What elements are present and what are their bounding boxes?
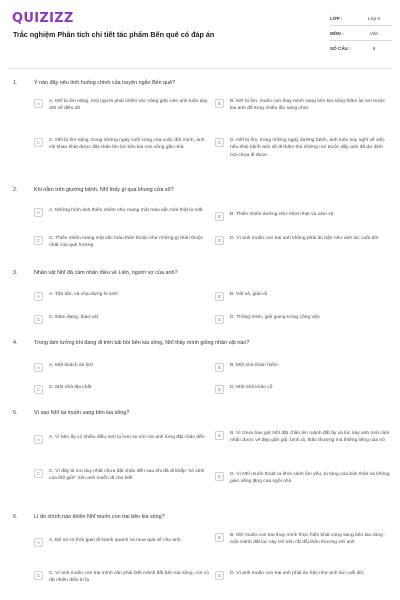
option-c[interactable] bbox=[34, 570, 209, 585]
meta-count bbox=[330, 41, 392, 56]
page-title: Trắc nghiệm Phân tích chi tiết tác phẩm Bến quê có đáp án bbox=[13, 30, 215, 39]
option-text: C. Nhĩ bị ốm nặng, trong những ngày cuối cùng của cuộc đời mình, anh chỉ khao khát được đặt chân lên bờ bên kia con sông gần nhà bbox=[49, 138, 205, 151]
option-a[interactable] bbox=[34, 537, 209, 547]
option-text: D. Thông minh, giỏi giang trong công việc bbox=[230, 315, 321, 320]
option-letter-a: A bbox=[34, 208, 43, 217]
option-text: C. Một nhà địa chất bbox=[49, 385, 92, 390]
option-letter-c: C bbox=[34, 236, 43, 245]
option-d[interactable] bbox=[215, 137, 390, 159]
option-c[interactable] bbox=[34, 137, 209, 152]
option-b[interactable] bbox=[215, 362, 390, 372]
option-text: B. Nhĩ muốn con trai thay mình thực hiện khát vọng sang bên kia sông - một mảnh đất lúc này trở nên rất đỗi thân thương với anh bbox=[230, 533, 386, 546]
option-letter-d: D bbox=[215, 472, 224, 481]
option-letter-c: C bbox=[34, 315, 43, 324]
option-a[interactable] bbox=[34, 207, 209, 217]
question-text: Vì sao Nhĩ lại muốn sang bên kia sông? bbox=[34, 410, 130, 416]
option-letter-a: A bbox=[34, 363, 43, 372]
meta-box bbox=[330, 11, 392, 56]
question-text: Khi nằm trên giường bệnh, Nhĩ thấy gì qua khung cửa sổ? bbox=[34, 187, 174, 193]
option-letter-a: A bbox=[34, 435, 43, 444]
question-number: 4. bbox=[13, 340, 18, 346]
quizizz-logo: QUIZIZZ bbox=[12, 11, 74, 26]
option-d[interactable] bbox=[215, 235, 390, 245]
option-text: A. Để nó có thời gian đi loanh quanh và mua quà về cho anh bbox=[49, 538, 181, 543]
option-c[interactable] bbox=[34, 384, 209, 394]
option-c[interactable] bbox=[34, 314, 209, 324]
meta-subject-value: Văn bbox=[369, 30, 379, 36]
option-c[interactable] bbox=[34, 235, 209, 250]
option-letter-a: A bbox=[34, 292, 43, 301]
meta-count-label: SỐ CÂU : bbox=[330, 46, 351, 51]
option-text: C. Vì đây là nơi duy nhất chưa đặt chân đến sau khi đã đi khắp "xó xỉnh của thế giới" nên anh muốn đi cho biết bbox=[49, 469, 205, 482]
option-letter-b: B bbox=[215, 431, 224, 440]
option-text: A. Tần tảo, và chịu đựng hi sinh bbox=[49, 292, 118, 297]
option-letter-d: D bbox=[215, 571, 224, 580]
question-number: 6. bbox=[13, 514, 18, 520]
option-d[interactable] bbox=[215, 570, 390, 580]
option-b[interactable] bbox=[215, 98, 390, 113]
option-text: D. Một nhà khảo cổ bbox=[230, 385, 273, 390]
worksheet-header bbox=[0, 0, 400, 66]
option-text: C. Thiên nhiên mang một sắc màu thân thuộc như những gì thân thuộc nhất của quê hương bbox=[49, 236, 204, 249]
option-text: D. Nhĩ bị ốm, trong những ngày dưỡng bệnh, anh luôn suy nghĩ về việc nếu khỏi bệnh anh sẽ đi thăm thú những nơi trước đây anh đã dự định mà chưa đi được. bbox=[230, 138, 385, 158]
option-text: C. Đảm đang, tháo vát bbox=[49, 315, 98, 320]
question-text: Ý nào đây nêu tình huống chính của truyện ngắn Bến quê? bbox=[34, 80, 176, 86]
question-text: Trong tâm tưởng khi đang đi trên bãi bồi bên kia sông, Nhĩ thấy mình giống nhân vật nào? bbox=[34, 340, 250, 346]
meta-count-value: 9 bbox=[372, 46, 376, 51]
option-text: B. Thiên nhiên dường như nhợt nhạt và xám xịt bbox=[230, 212, 334, 217]
question-number: 3. bbox=[13, 270, 18, 276]
option-d[interactable] bbox=[215, 471, 390, 486]
option-letter-c: C bbox=[34, 571, 43, 580]
question-number: 1. bbox=[13, 80, 18, 86]
option-a[interactable] bbox=[34, 98, 209, 113]
option-text: B. Một nhà thám hiểm bbox=[230, 363, 278, 368]
option-text: D. Vì Nhĩ muốn thoát ra khỏi cảnh ốm yếu, tù túng của bản thân và không gian vắng lặng của ngôi nhà bbox=[230, 472, 390, 485]
option-text: B. Vì chưa bao giờ Nhĩ đặt chân lên mảnh đất ấy và lúc này anh mới cảm nhận được vẻ đẹp gần gũi, bình dị, thân thương mà thiêng liêng của nó bbox=[230, 431, 390, 444]
option-b[interactable] bbox=[215, 532, 390, 547]
option-letter-c: C bbox=[34, 469, 43, 478]
option-text: B. Nhĩ bị ốm, muốn con thay mình sang bên kia sông thăm lại nơi trước kia anh đã từng nhiều lần sang chơi bbox=[230, 99, 386, 112]
option-text: A. Một khách du lịch bbox=[49, 363, 94, 368]
option-b[interactable] bbox=[215, 430, 390, 445]
option-letter-b: B bbox=[215, 533, 224, 542]
option-letter-d: D bbox=[215, 236, 224, 245]
option-text: D. Vì anh muốn con trai anh không phải ân hận như anh lúc cuối đời bbox=[230, 236, 379, 241]
option-text: A. Những hình ảnh thiên nhiên như mang một màu sắc mới thật lạ mắt bbox=[49, 208, 203, 213]
question-number: 5. bbox=[13, 410, 18, 416]
option-text: B. Vất vả, giản dị bbox=[230, 292, 267, 297]
meta-subject-label: MÔN : bbox=[330, 30, 344, 36]
option-b[interactable] bbox=[215, 291, 390, 301]
meta-grade-value: Lớp 9 bbox=[368, 15, 380, 21]
option-c[interactable] bbox=[34, 468, 209, 483]
option-letter-d: D bbox=[215, 385, 224, 394]
option-d[interactable] bbox=[215, 314, 390, 324]
meta-subject bbox=[330, 26, 392, 41]
option-b[interactable] bbox=[215, 211, 390, 221]
option-a[interactable] bbox=[34, 434, 209, 444]
header-divider bbox=[8, 68, 392, 69]
option-text: C. Vì anh muốn con trai mình cần phải biết mảnh đất bên kia sông, nơi có rất nhiều điều kì lạ bbox=[49, 571, 209, 584]
option-letter-b: B bbox=[215, 292, 224, 301]
question-text: Nhân vật Nhĩ đã cảm nhận điều về Liên, người vợ của anh? bbox=[34, 270, 178, 276]
option-d[interactable] bbox=[215, 384, 390, 394]
question-text: Lí do chính nào khiến Nhĩ muốn con trai bên kia sông? bbox=[34, 514, 165, 520]
option-letter-d: D bbox=[215, 138, 224, 147]
option-letter-b: B bbox=[215, 212, 224, 221]
option-letter-a: A bbox=[34, 538, 43, 547]
option-a[interactable] bbox=[34, 291, 209, 301]
option-letter-c: C bbox=[34, 138, 43, 147]
option-letter-c: C bbox=[34, 385, 43, 394]
option-text: D. Vì anh muốn con trai anh phải ân hận như anh lúc cuối đời bbox=[230, 571, 364, 576]
option-text: A. Nhĩ bị ốm nặng, mọi người phải chăm sóc nâng giấc nên anh luôn day dứt về điều đó bbox=[49, 99, 208, 112]
option-a[interactable] bbox=[34, 362, 209, 372]
option-letter-a: A bbox=[34, 99, 43, 108]
meta-grade-label: LỚP : bbox=[330, 15, 343, 21]
meta-grade bbox=[330, 11, 392, 26]
option-letter-b: B bbox=[215, 99, 224, 108]
option-letter-d: D bbox=[215, 315, 224, 324]
option-text: A. Vì bên ấy có nhiều điều mới lạ hơn so với nơi anh từng đặt chân đến bbox=[49, 435, 205, 440]
question-number: 2. bbox=[13, 187, 18, 193]
option-letter-b: B bbox=[215, 363, 224, 372]
